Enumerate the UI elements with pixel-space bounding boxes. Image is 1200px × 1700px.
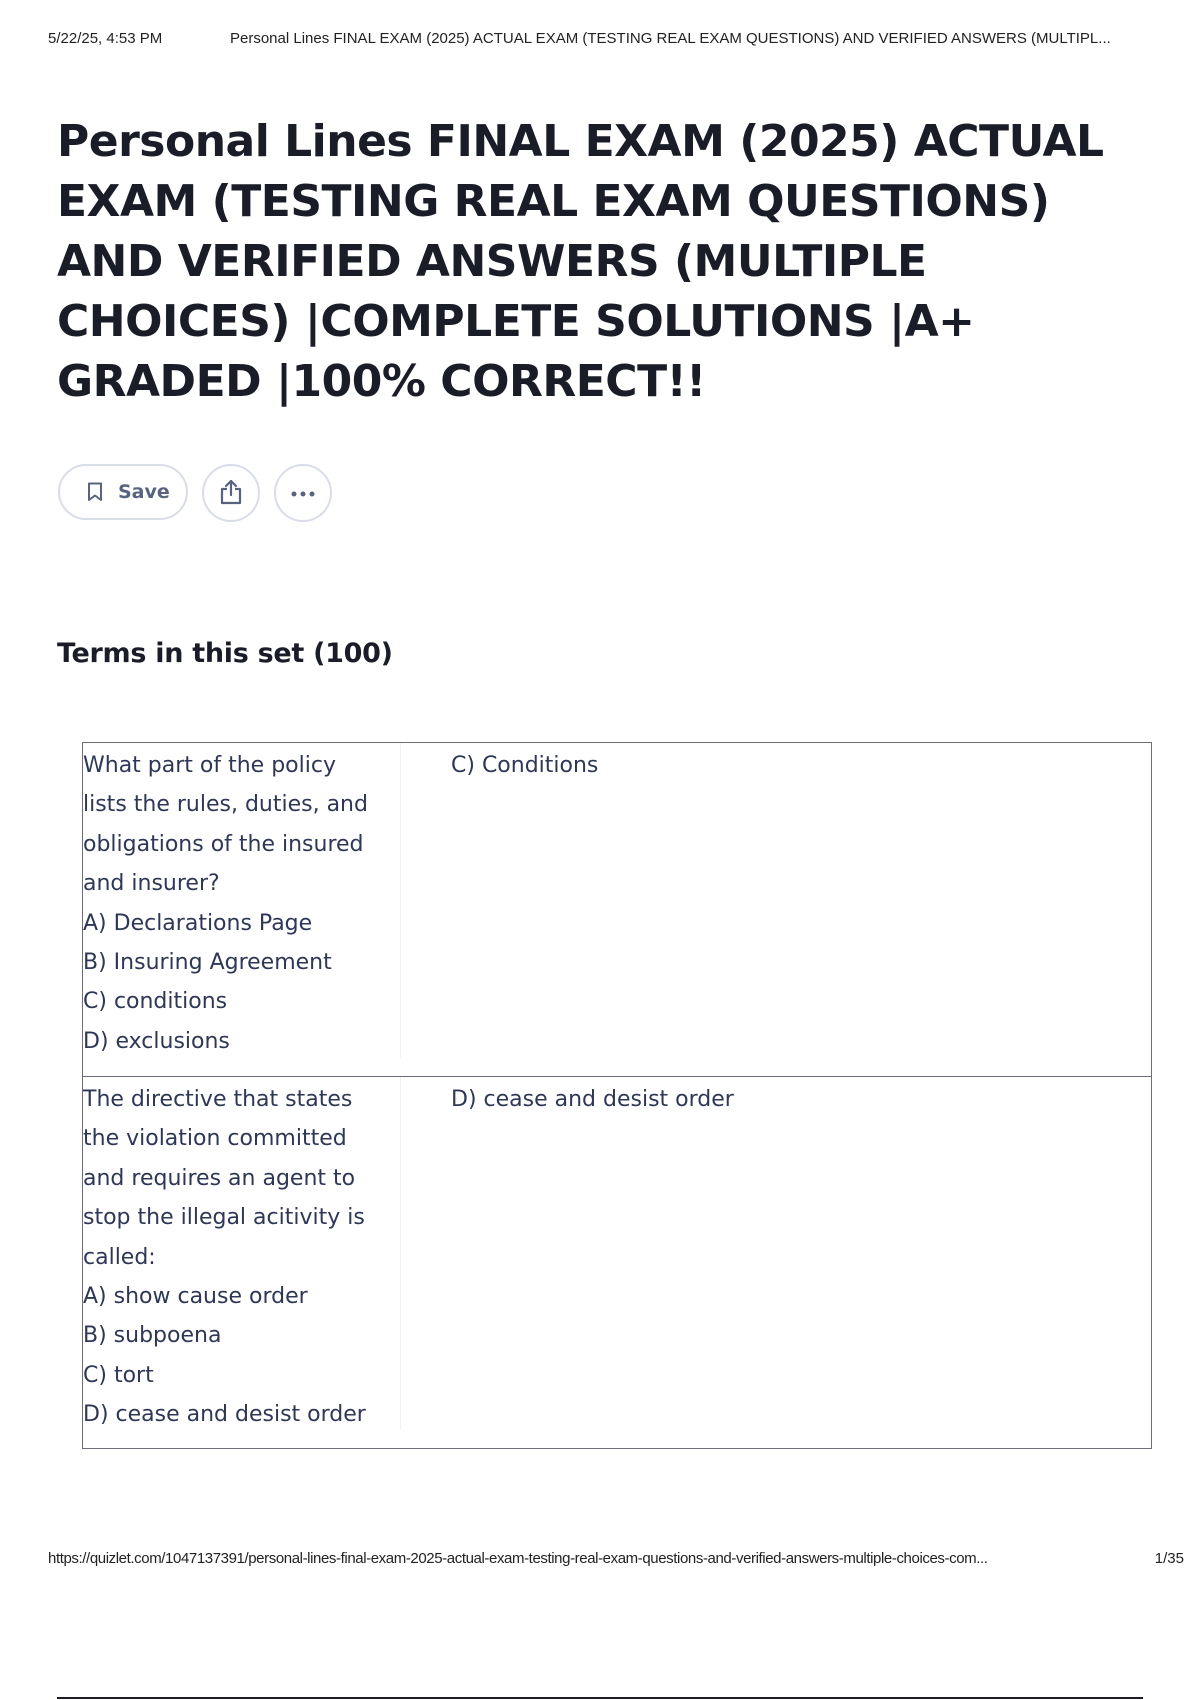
print-header [48, 30, 1182, 52]
save-button-label: Save [118, 481, 170, 503]
more-options-button[interactable] [274, 464, 332, 522]
page-url[interactable]: https://quizlet.com/1047137391/personal-lines-final-exam-2025-actual-exam-testing-real-exam-questions-and-verified-answers-multiple-choices-com... [48, 1550, 988, 1567]
term-question-line: lists the rules, duties, and [83, 792, 368, 818]
term-row [83, 743, 1151, 1076]
term-question [83, 1077, 401, 1430]
page-number: 1/35 [1154, 1550, 1184, 1567]
term-row [83, 1076, 1151, 1448]
divider [57, 1697, 1143, 1699]
print-footer [48, 1550, 1184, 1572]
share-icon [218, 478, 244, 509]
term-answer: D) cease and desist order [451, 1087, 734, 1112]
term-question-line: C) tort [83, 1362, 154, 1388]
share-button[interactable] [202, 464, 260, 522]
save-button[interactable] [58, 464, 188, 520]
term-question-line: D) exclusions [83, 1028, 230, 1054]
term-question-line: C) conditions [83, 989, 228, 1015]
term-question-line: and requires an agent to [83, 1165, 356, 1191]
term-question-line: and insurer? [83, 871, 220, 897]
term-question-line: B) subpoena [83, 1323, 222, 1349]
term-question-line: What part of the policy [83, 753, 336, 778]
print-datetime: 5/22/25, 4:53 PM [48, 30, 163, 47]
term-question-line: B) Insuring Agreement [83, 950, 332, 976]
term-question-line: A) show cause order [83, 1284, 308, 1310]
term-question-line: The directive that states [83, 1087, 353, 1112]
terms-count-heading: Terms in this set (100) [57, 638, 393, 669]
term-question-line: the violation committed [83, 1126, 347, 1152]
more-options-icon [289, 486, 317, 501]
term-question-line: stop the illegal acitivity is [83, 1205, 365, 1231]
bookmark-icon [86, 482, 104, 502]
term-question-line: A) Declarations Page [83, 910, 313, 936]
term-question-line: D) cease and desist order [83, 1402, 366, 1428]
terms-table [82, 742, 1152, 1449]
print-document-title: Personal Lines FINAL EXAM (2025) ACTUAL EXAM (TESTING REAL EXAM QUESTIONS) AND VERIFIED ANSWERS (MULTIPL... [230, 30, 1111, 47]
term-answer: C) Conditions [451, 753, 599, 778]
term-question [83, 743, 401, 1058]
page-title: Personal Lines FINAL EXAM (2025) ACTUAL EXAM (TESTING REAL EXAM QUESTIONS) AND VERIFIED ANSWERS (MULTIPLE CHOICES) |COMPLETE SOLUTIONS |A+ GRADED |100% CORRECT!! [57, 116, 1104, 407]
term-question-line: called: [83, 1244, 156, 1270]
term-question-line: obligations of the insured [83, 831, 364, 857]
